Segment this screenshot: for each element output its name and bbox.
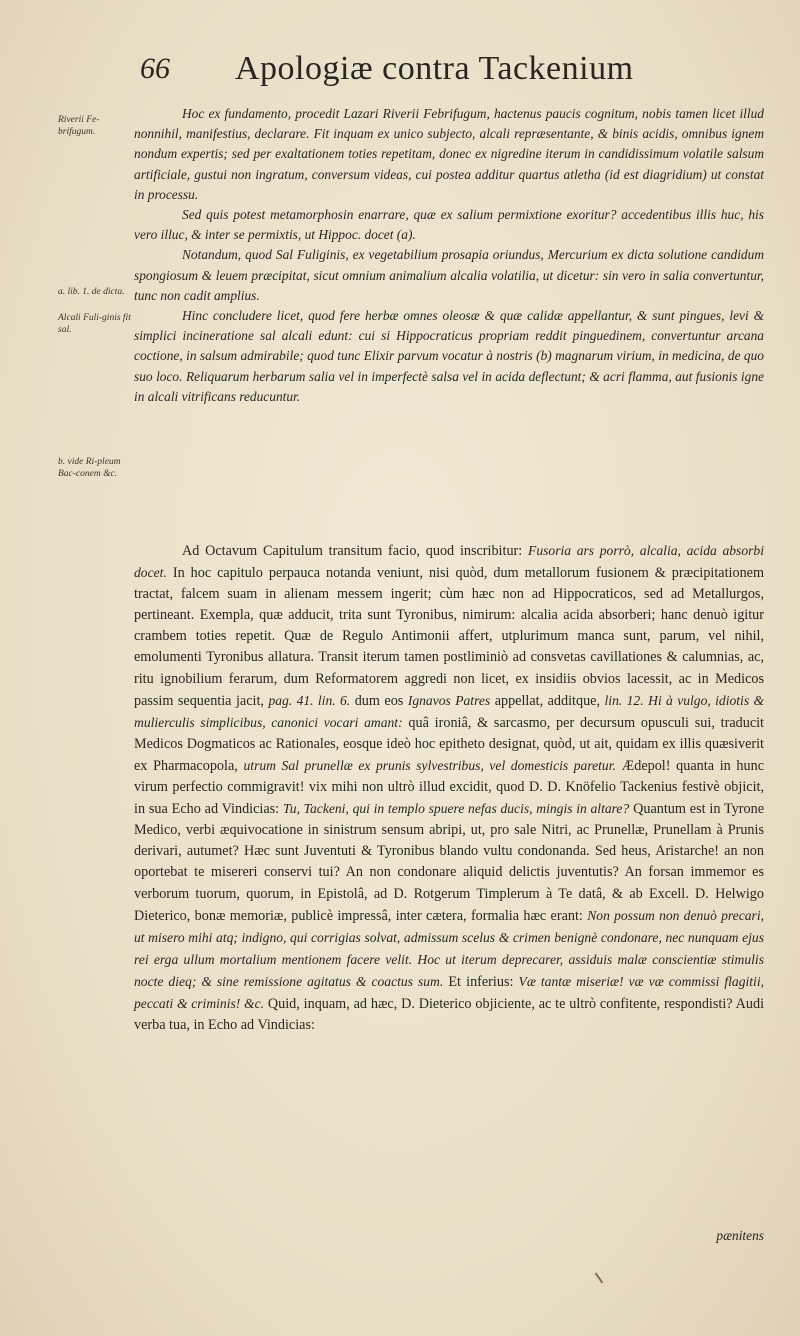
paragraph-riverius: Hoc ex fundamento, procedit Lazari Riverii Febrifugum, hactenus paucis cognitum, nobis tamen licet illud nonnihil, manifestius, declarare. Fit inquam ex unico subjecto, alcali repræsentante, & binis acidis, omnibus ignem nondum expertis; sed per exaltationem toties repetitam, donec ex nigredine iterum in candidissimum volatile salsum artificiale, gustui non ingratum, conversum videas, cui postea additur quartus atletha (id est diagridium) ut constat in processu. [134, 106, 764, 202]
margin-note-ripleus-ref: b. vide Ri-pleum Bac-conem &c. [58, 457, 121, 479]
text-run: Quantum est in Tyrone Medico, verbi æquivocatione in sinistrum sensum abripi, ut, pro sale Nitri, ac Prunellæ, Prunellam à Prunis derivari, autumet? Hæc sunt Juventuti & Tyronibus blando vultu condonanda. Sed heus, Aristarche! an non oportebat te misereri conservi tui? An non condonare aliquid delictis juventutis? An forsan immemor es verborum tuorum, quorum, in Epistolâ, ad D. Rotgerum Timplerum à Te datâ, & ab Excell. D. Helwigo Dieterico, bonæ memoriæ, publicè impressâ, inter cætera, formalia hæc erant: [134, 801, 765, 924]
quote-sal-prunellae: utrum Sal prunellæ ex prunis sylvestribus, vel domesticis paretur. [243, 757, 616, 773]
text-run: quâ ironiâ, & sarcasmo, per decursum opusculi sui, traducit Medicos Dogmaticos ac Rationales, eosque ideò hoc epitheto designat, quòd, ut ait, quidam ex illis quæsiverit ex Pharmacopola, [134, 714, 765, 774]
main-text-section [134, 540, 764, 1036]
catchword: pænitens [716, 1228, 764, 1243]
text-run: Quid, inquam, ad hæc, D. Dieterico objiciente, ac te ultrò confitente, respondisti? Audi verba tua, in Echo ad Vindicias: [134, 995, 765, 1034]
italic-section [134, 104, 764, 407]
text-run: Ad Octavum Capitulum transitum facio, quod inscribitur: [182, 543, 523, 559]
paragraph-octavum-capitulum [134, 540, 764, 1036]
margin-note-hippocrates-ref: a. lib. 1. de dicta. [58, 287, 125, 297]
text-run: Et inferius: [448, 973, 514, 990]
line-reference: lin. 12. [604, 692, 644, 708]
paragraph-sal-fuliginis: Notandum, quod Sal Fuliginis, ex vegetabilium prosapia oriundus, Mercurium ex dicta solutione candidum spongiosum & leuem præcipitat, sicut omnium animalium alcalia volatilia, ut dicetur: sin vero in salia convertuntur, tunc non cadit amplius. [134, 247, 764, 303]
paragraph-herbae-oleosae: Hinc concludere licet, quod fere herbæ omnes oleosæ & quæ calidæ appellantur, & sunt pingues, levi & simplici incineratione sal alcali edunt: cui si Hippocraticus propriam reddit pinguedinem, convertuntur arcana coctione, in salsum admirabile; quod tunc Elixir parvum vocatur à nostris (b) magnarum virium, in medicina, de quo suo loco. Reliquarum herbarum salia vel in imperfectè salsa vel in acida deflectunt; & acri flamma, aut fusionis igne in alcali vitrificans reducuntur. [134, 308, 764, 404]
chapter-title: Fusoria ars porrò, alcalia, acida absorbi docet. [134, 543, 764, 581]
quote-canonici: Hi à vulgo, idiotis & mulierculis simplicibus, canonici vocari amant: [134, 692, 765, 730]
page-reference: pag. 41. lin. 6. [268, 692, 351, 708]
quote-epistola: Non possum non denuò precari, ut misero mihi atq; indigno, qui corrigias solvat, admissum scelus & crimen benignè condonare, nec nunquam ejus rei erga ullum mortalium mentionem facere velit. Hoc ut iterum deprecarer, assiduis malæ conscientiæ stimulis nocte dieq; & sine remissione agitatus & coactus sum. [134, 907, 764, 989]
margin-note-riverius: Riverii Fe-brifugum. [58, 115, 100, 137]
page-header [140, 52, 700, 98]
quote-vae: Væ tantæ miseriæ! væ væ commissi flagitii, peccati & criminis! &c. [134, 973, 765, 1011]
text-run: dum eos [354, 692, 404, 709]
paper-blemish [595, 1273, 604, 1284]
running-title: Apologiæ contra Tackenium [235, 50, 634, 87]
text-run: Ædepol! quanta in hunc virum perfectio commigravit! vix mihi non ultrò illud excidit, quod D. D. Knöfelio Tackenius festivè objicit, in sua Echo ad Vindicias: [134, 757, 765, 818]
quote-ignavos-patres: Ignavos Patres [407, 692, 491, 708]
text-run: appellat, additque, [494, 692, 601, 709]
page-number: 66 [140, 52, 170, 85]
paragraph-metamorphosis: Sed quis potest metamorphosin enarrare, quæ ex salium permixtione exoritur? accedentibus illis huc, his vero illuc, & inter se permixtis, ut Hippoc. docet (a). [134, 207, 764, 243]
quote-tackeni: Tu, Tackeni, qui in templo spuere nefas ducis, mingis in altare? [282, 801, 630, 817]
margin-note-alcali-fuliginis: Alcali Fuli-ginis fit sal. [58, 313, 131, 335]
text-run: In hoc capitulo perpauca notanda veniunt, nisi quòd, dum metallorum fusionem & præcipitationem tractat, falcem suam in alienam messem ingerit; cùm hæc non ad Hippocraticos, sed ad Metallurgos, pertineant. Exempla, quæ adducit, trita sunt Tyronibus, nimirum: alcalia acida absorberi; hanc denuò igitur crambem toties repetit. Quæ de Regulo Antimonii affert, utplurimum manca sunt, parum, vel nihil, emolumenti Tyronibus allatura. Transit iterum tamen postliminiò ad consvetas cavillationes & calumnias, ac, ritu ignobilium ferarum, dum Reformatorem aggredi non licet, ex insidiis obvios lacessit, ac in Medicos passim sequentia jacit, [134, 565, 765, 709]
